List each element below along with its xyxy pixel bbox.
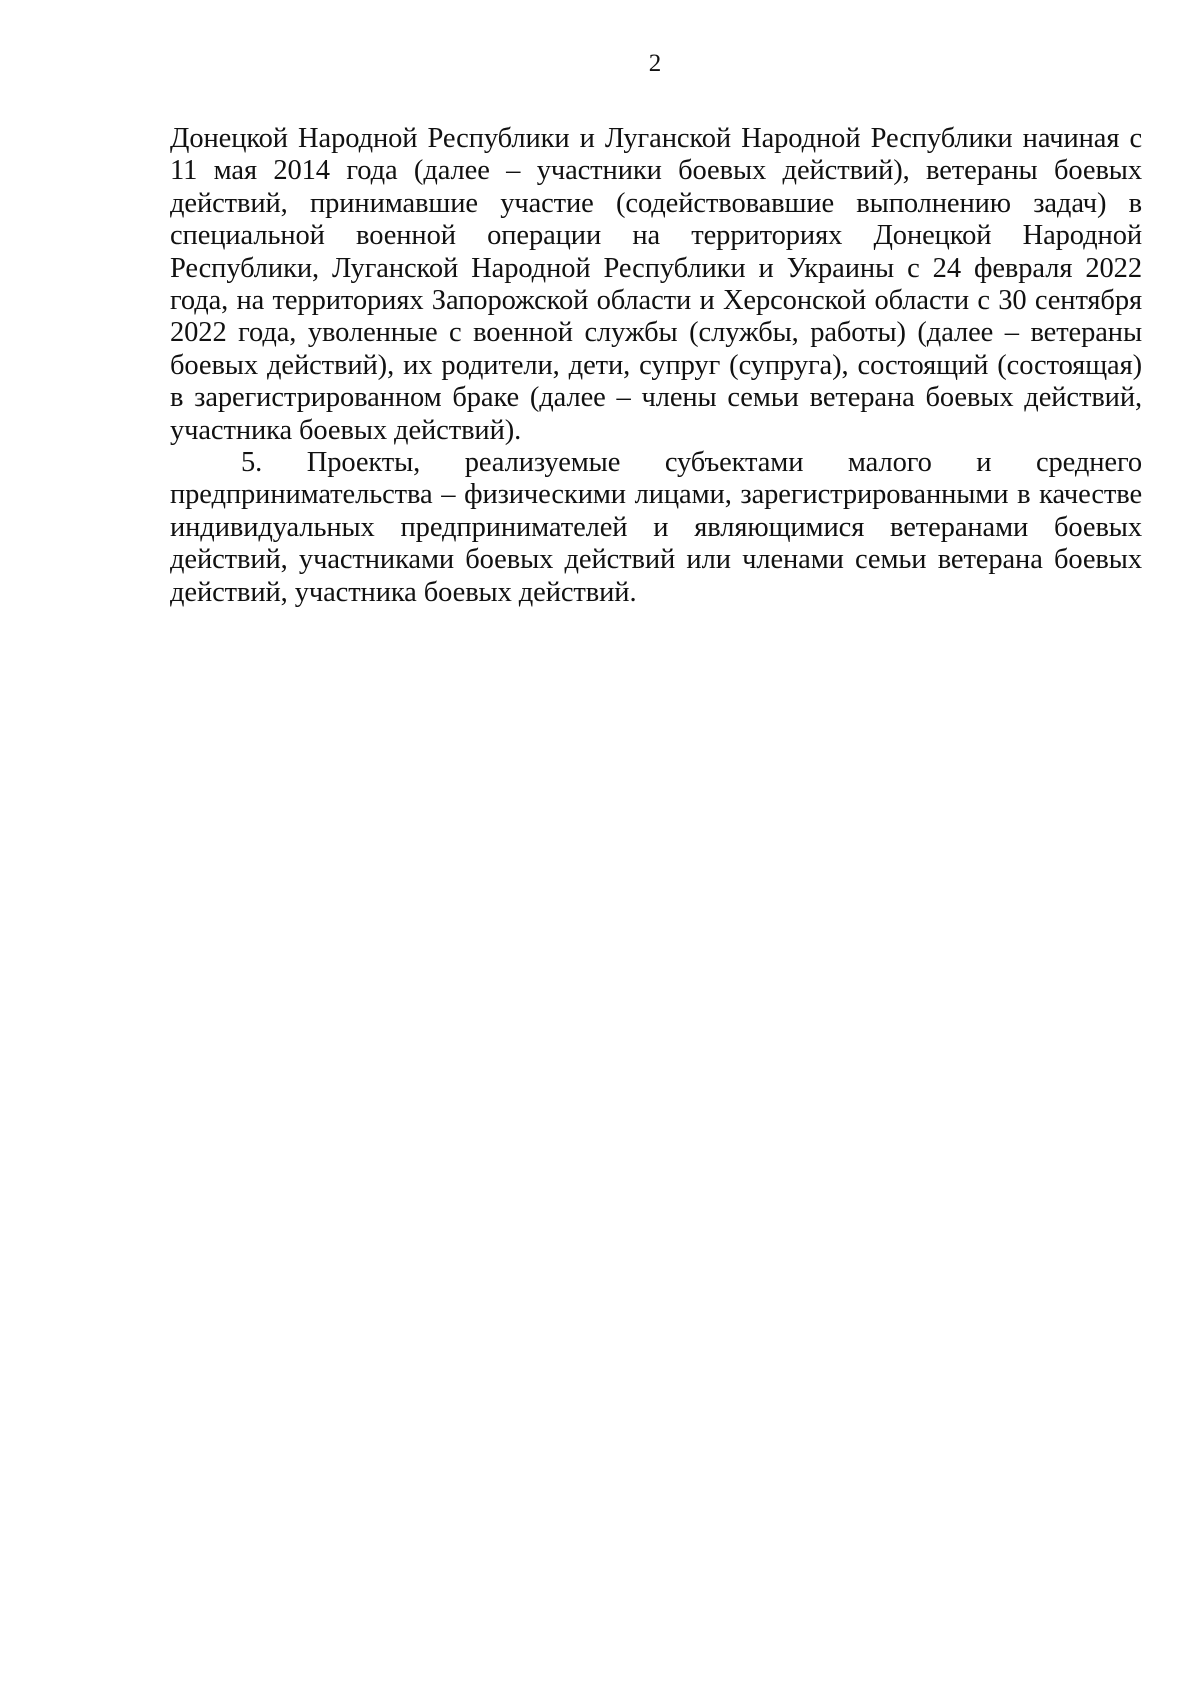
page-number: 2: [648, 50, 662, 77]
paragraph-item-5: 5. Проекты, реализуемые субъектами малого и среднего предпринимательства – физическими лицами, зарегистрированными в качестве индивидуальных предпринимателей и являющимися ветеранами боевых действий, участниками боевых действий или членами семьи ветерана боевых действий, участника боевых действий.: [170, 447, 1142, 608]
paragraph-continuation: Донецкой Народной Республики и Луганской Народной Республики начиная с 11 мая 2014 года (далее – участники боевых действий), ветераны боевых действий, принимавшие участие (содействовавшие выполнению задач) в специальной военной операции на территориях Донецкой Народной Республики, Луганской Народной Республики и Украины с 24 февраля 2022 года, на территориях Запорожской области и Херсонской области с 30 сентября 2022 года, уволенные с военной службы (службы, работы) (далее – ветераны боевых действий), их родители, дети, супруг (супруга), состоящий (состоящая) в зарегистрированном браке (далее – члены семьи ветерана боевых действий, участника боевых действий).: [170, 123, 1142, 446]
document-body: [170, 123, 1142, 609]
